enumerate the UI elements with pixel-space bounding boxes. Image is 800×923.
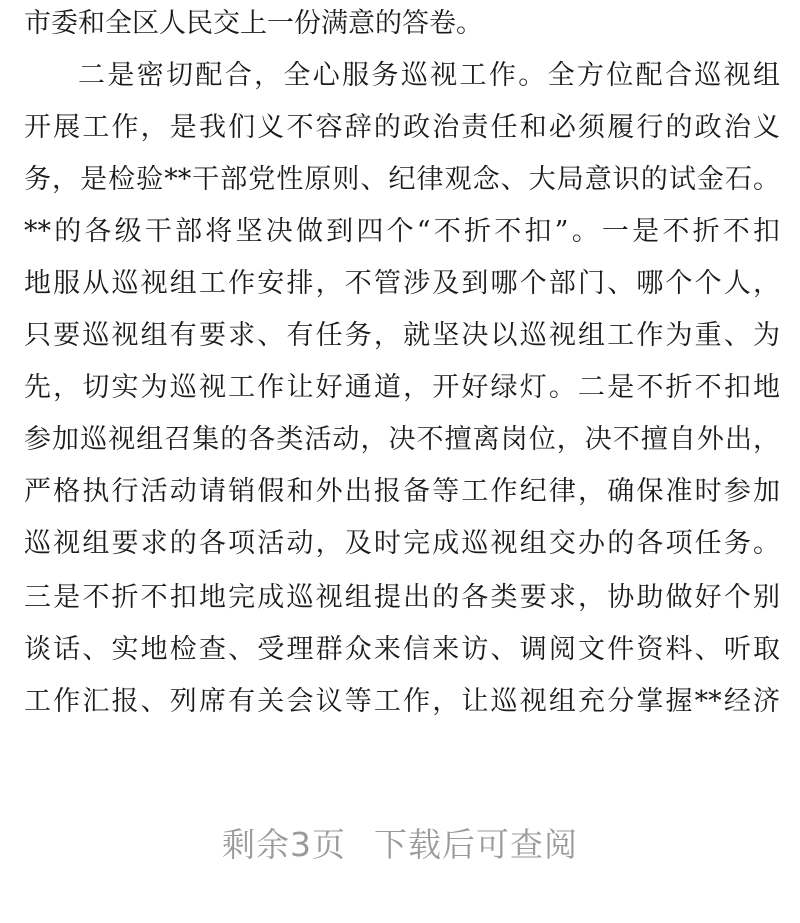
download-hint-text: 下载后可查阅 xyxy=(374,825,578,864)
text-line: 开展工作，是我们义不容辞的政治责任和必须履行的政治义 xyxy=(24,112,780,143)
text-line: 二是密切配合，全心服务巡视工作。全方位配合巡视组 xyxy=(78,60,780,91)
text-line: 务，是检验**干部党性原则、纪律观念、大局意识的试金石。 xyxy=(24,164,780,195)
remaining-pages-text: 剩余3页 xyxy=(222,825,346,864)
text-line: 参加巡视组召集的各类活动，决不擅离岗位，决不擅自外出， xyxy=(24,424,780,455)
text-line: 地服从巡视组工作安排，不管涉及到哪个部门、哪个个人， xyxy=(24,268,780,299)
text-line: 谈话、实地检查、受理群众来信来访、调阅文件资料、听取 xyxy=(24,634,780,665)
document-page xyxy=(24,0,780,800)
text-line: 严格执行活动请销假和外出报备等工作纪律，确保准时参加 xyxy=(24,476,780,507)
text-line: 三是不折不扣地完成巡视组提出的各类要求，协助做好个别 xyxy=(24,582,780,613)
remaining-pages-banner[interactable] xyxy=(0,812,800,878)
text-line: 先，切实为巡视工作让好通道，开好绿灯。二是不折不扣地 xyxy=(24,372,780,403)
text-line: 只要巡视组有要求、有任务，就坚决以巡视组工作为重、为 xyxy=(24,320,780,351)
text-line: 市委和全区人民交上一份满意的答卷。 xyxy=(24,8,483,39)
text-line: 巡视组要求的各项活动，及时完成巡视组交办的各项任务。 xyxy=(24,528,780,559)
text-line: **的各级干部将坚决做到四个“不折不扣”。一是不折不扣 xyxy=(24,216,780,247)
text-line: 工作汇报、列席有关会议等工作，让巡视组充分掌握**经济 xyxy=(24,686,780,717)
